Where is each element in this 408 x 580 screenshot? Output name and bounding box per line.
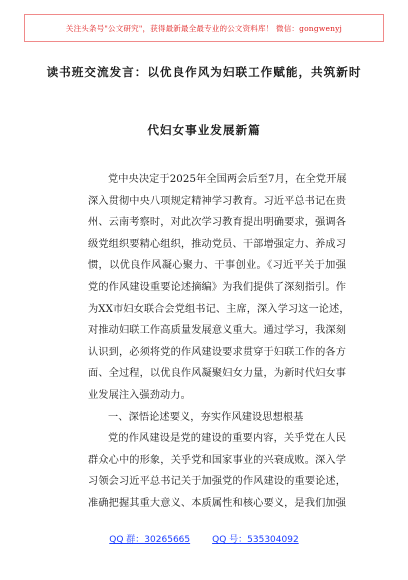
document-title-line-1: 读书班交流发言：以优良作风为妇联工作赋能，共筑新时 <box>46 65 362 79</box>
body-line: 党中央决定于2025年全国两会后至7月，在全党开展 <box>108 174 347 185</box>
footer-contacts <box>0 532 408 545</box>
document-body <box>88 169 350 515</box>
body-line: 惯，以优良作风凝心聚力、干事创业。《习近平关于加强 <box>88 260 346 272</box>
section-heading: 一、深悟论述要义，夯实作风建设思想根基 <box>108 411 304 423</box>
header-banner <box>24 14 384 42</box>
document-title-line-2: 代妇女事业发展新篇 <box>147 123 261 137</box>
qq-number-link[interactable]: QQ 号：535304092 <box>212 535 299 545</box>
body-line: 深入贯彻中央八项规定精神学习教育。习近平总书记在贵 <box>88 195 346 207</box>
body-line: 党的作风建设重要论述摘编》为我们提供了深刻指引。作 <box>88 281 346 293</box>
body-line: 面、全过程，以优良作风凝聚妇女力量，为新时代妇女事 <box>88 368 346 380</box>
body-line: 习领会习近平总书记关于加强党的作风建设的重要论述， <box>88 476 346 488</box>
body-line: 对推动妇联工作高质量发展意义重大。通过学习，我深刻 <box>88 325 346 337</box>
body-line: 认识到，必须将党的作风建设要求贯穿于妇联工作的各方 <box>88 346 346 358</box>
body-line: 群众心中的形象，关乎党和国家事业的兴衰成败。深入学 <box>88 454 346 466</box>
body-line: 业发展注入强劲动力。 <box>88 389 191 401</box>
banner-text: 关注头条号"公文研究"，获得最新最全最专业的公文资料库！ 微信：gongwenyj <box>65 23 343 33</box>
body-line: 党的作风建设是党的建设的重要内容，关乎党在人民 <box>108 433 346 445</box>
body-line: 为XX市妇女联合会党组书记、主席，深入学习这一论述， <box>88 303 350 315</box>
body-line: 州、云南考察时，对此次学习教育提出明确要求，强调各 <box>88 217 346 229</box>
qq-group-link[interactable]: QQ 群：30265665 <box>109 535 191 545</box>
body-line: 准确把握其重大意义、本质属性和核心要义，是我们加强 <box>88 497 346 509</box>
body-line: 级党组织要精心组织，推动党员、干部增强定力、养成习 <box>88 238 346 250</box>
